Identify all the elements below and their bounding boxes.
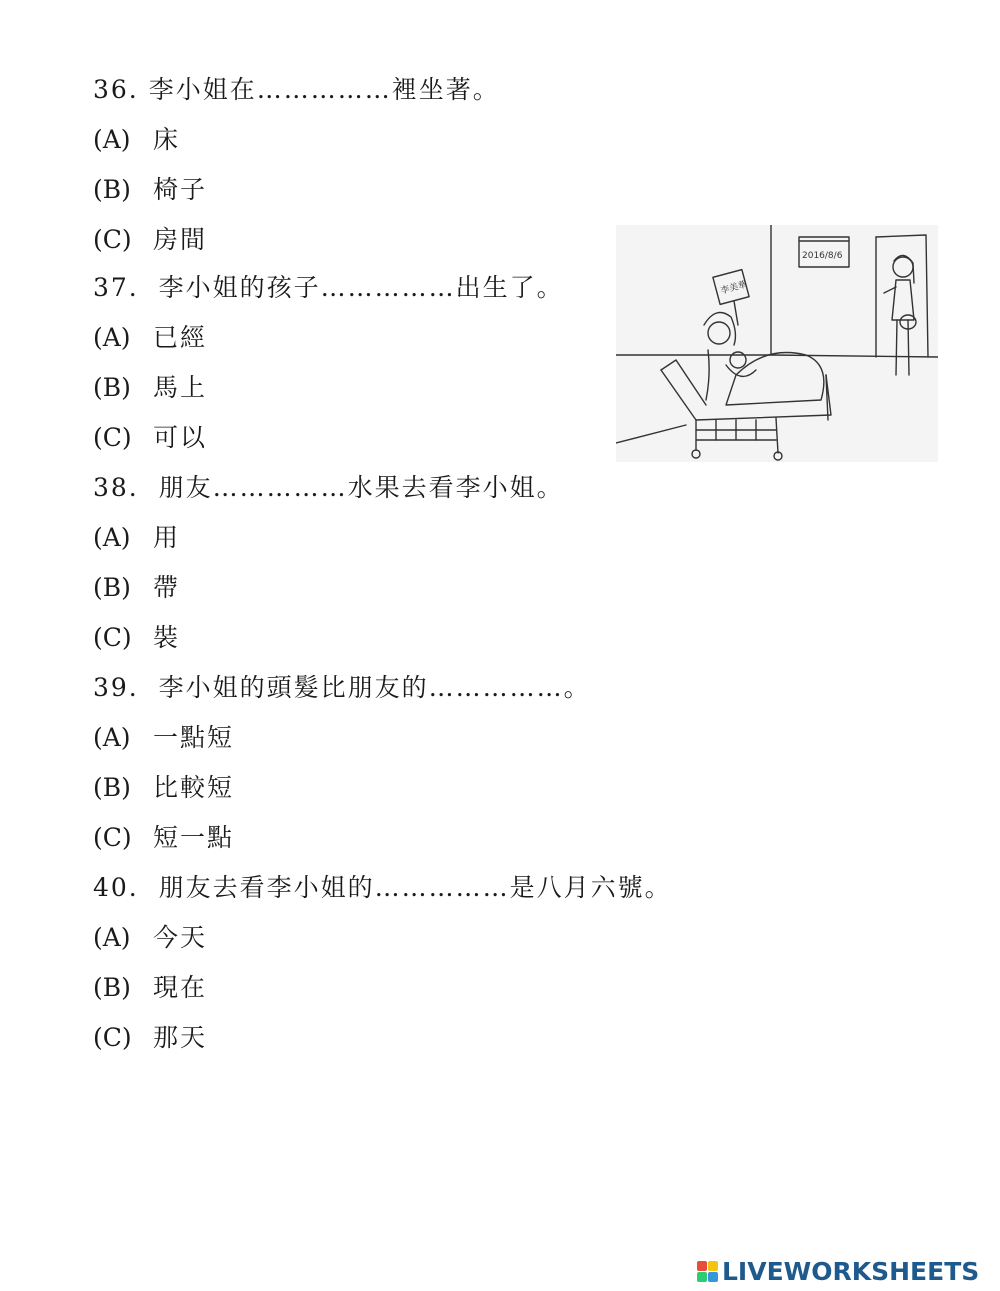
brand-name: LIVEWORKSHEETS [722,1256,980,1286]
option-40-c[interactable] [93,1022,207,1054]
option-39-a[interactable] [93,722,234,754]
option-letter: (B) [93,773,131,802]
option-letter: (B) [93,973,131,1002]
option-letter: (A) [93,723,131,752]
option-39-c[interactable] [93,822,234,854]
option-letter: (B) [93,175,131,204]
option-text: 床 [153,125,181,154]
option-text: 帶 [153,573,181,602]
option-text: 裝 [153,623,181,652]
calendar-date: 2016/8/6 [802,251,843,261]
option-36-c[interactable] [93,224,207,256]
option-text: 今天 [153,923,208,952]
option-text: 那天 [153,1023,208,1052]
option-text: 房間 [153,225,208,254]
question-40: 40. 朋友去看李小姐的……………是八月六號。 [93,873,672,902]
option-letter: (C) [93,423,132,452]
hospital-room-illustration [616,225,938,462]
option-text: 馬上 [153,373,208,402]
option-letter: (C) [93,823,132,852]
option-38-a[interactable] [93,522,180,554]
option-38-c[interactable] [93,622,180,654]
question-39: 39. 李小姐的頭髮比朋友的……………。 [93,673,591,702]
door-frame [876,235,928,357]
liveworksheets-logo[interactable] [697,1256,979,1286]
option-text: 比較短 [153,773,235,802]
question-36: 36. 李小姐在……………裡坐著。 [93,75,500,104]
woman-head [708,322,730,344]
option-letter: (A) [93,923,131,952]
friend-body [892,280,914,320]
option-37-a[interactable] [93,322,207,354]
option-letter: (C) [93,623,132,652]
option-text: 椅子 [153,175,208,204]
option-37-b[interactable] [93,372,207,404]
question-37: 37. 李小姐的孩子……………出生了。 [93,273,564,302]
option-letter: (B) [93,373,131,402]
option-letter: (C) [93,1023,132,1052]
question-38: 38. 朋友……………水果去看李小姐。 [93,473,564,502]
logo-squares-icon [697,1261,718,1282]
option-39-b[interactable] [93,772,234,804]
option-36-a[interactable] [93,124,180,156]
option-40-b[interactable] [93,972,207,1004]
logo-square [708,1272,718,1282]
option-text: 短一點 [153,823,235,852]
bed-sign-text: 李美華 [719,279,749,297]
logo-square [697,1261,707,1271]
option-36-b[interactable] [93,174,207,206]
option-38-b[interactable] [93,572,180,604]
logo-square [697,1272,707,1282]
logo-square [708,1261,718,1271]
option-text: 用 [153,523,181,552]
option-letter: (C) [93,225,132,254]
option-40-a[interactable] [93,922,207,954]
option-37-c[interactable] [93,422,207,454]
blanket [726,353,824,406]
hospital-room-drawing [616,225,938,462]
option-text: 現在 [153,973,208,1002]
option-text: 可以 [153,423,208,452]
option-text: 一點短 [153,723,235,752]
option-letter: (A) [93,323,131,352]
option-letter: (B) [93,573,131,602]
bed-frame [661,370,831,420]
option-letter: (A) [93,523,131,552]
option-text: 已經 [153,323,208,352]
option-letter: (A) [93,125,131,154]
